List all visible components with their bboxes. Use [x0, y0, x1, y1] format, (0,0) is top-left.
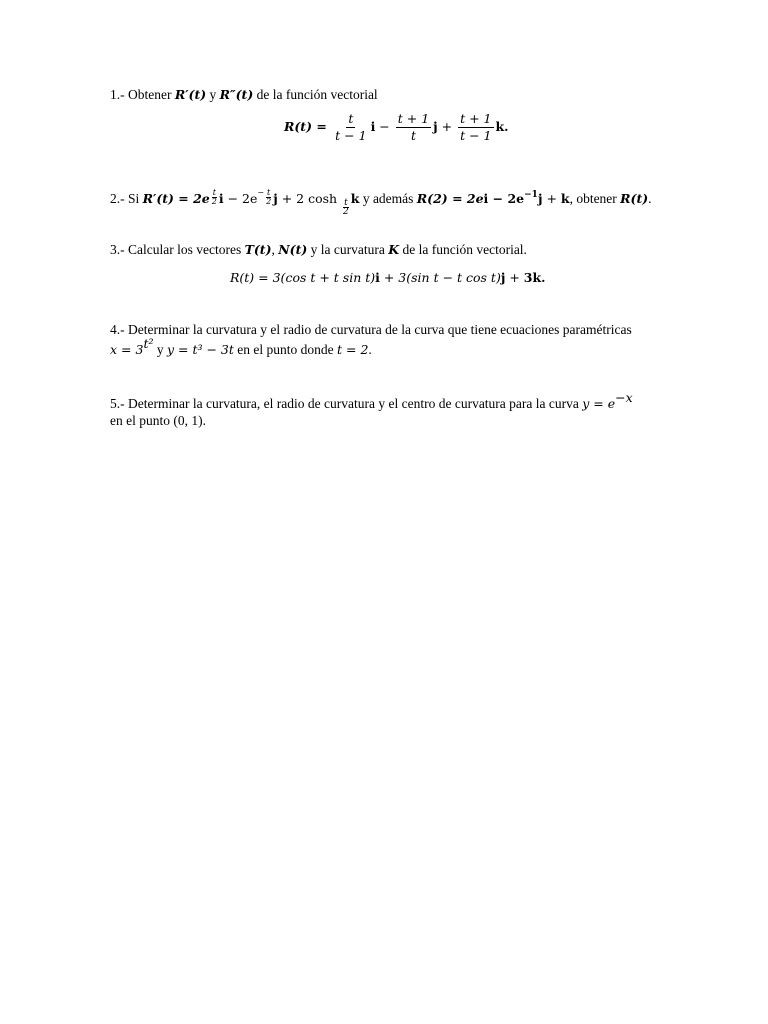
- exponent-1-numerator: t: [212, 188, 216, 197]
- period: .: [368, 342, 372, 357]
- problem-3-statement: [110, 241, 527, 259]
- x-equation: x = 3: [110, 342, 144, 357]
- fraction-1-numerator: t: [348, 111, 354, 126]
- conjunction: y: [153, 342, 167, 357]
- t-value: t = 2: [337, 342, 369, 357]
- unit-j: j: [500, 270, 506, 285]
- fraction-3-numerator: t + 1: [460, 111, 492, 126]
- target-text: , obtener: [569, 191, 621, 206]
- problem-1-prefix: 1.- Obtener: [110, 87, 175, 102]
- unit-k: k.: [495, 119, 509, 134]
- eq3-lhs: R(t) = 3(cos t + t sin t): [230, 270, 376, 285]
- fraction-2-numerator: t + 1: [397, 111, 430, 126]
- fraction-2-denominator: t: [410, 128, 416, 143]
- period: .: [648, 191, 652, 206]
- fraction-3: [458, 111, 493, 144]
- unit-j: j: [273, 191, 278, 206]
- condition-unit-j: j: [537, 191, 543, 206]
- unit-i: i: [218, 191, 224, 206]
- problem-3-suffix: de la función vectorial.: [399, 242, 527, 257]
- unit-k: k: [350, 191, 360, 206]
- cosh-argument: [342, 199, 350, 216]
- plus-sign: +: [437, 119, 457, 134]
- condition-plus: +: [542, 191, 561, 206]
- cosh-term: + 2 cosh: [277, 191, 342, 206]
- problem-2-prefix: 2.- Si: [110, 191, 143, 206]
- unit-i: i: [375, 270, 380, 285]
- problem-5-line-2: [110, 412, 206, 430]
- problem-4-text: 4.- Determinar la curvatura y el radio de curvatura de la curva que tiene ecuaciones paramétricas: [110, 322, 632, 337]
- target-function: R(t): [620, 191, 649, 206]
- unit-j: j: [433, 119, 438, 134]
- condition-term-2: − 2e: [488, 191, 525, 206]
- problem-5-line-1: [110, 390, 633, 413]
- curvature-text: y la curvatura: [307, 242, 389, 257]
- problem-4-line-1: [110, 321, 632, 339]
- cosh-argument-numerator: t: [344, 198, 348, 208]
- exponent-2-sign: −: [257, 188, 265, 197]
- plus-sign: +: [505, 270, 524, 285]
- term-2-coefficient: − 2e: [223, 191, 258, 206]
- curve-exponent: −x: [615, 390, 633, 405]
- problem-3-equation: [230, 270, 546, 285]
- fraction-2: [396, 111, 431, 144]
- condition-text: y además: [359, 191, 417, 206]
- eq3-middle: + 3(sin t − t cos t): [379, 270, 501, 285]
- exponent-1-denominator: 2: [211, 197, 217, 206]
- unit-k-term: 3k.: [523, 270, 546, 285]
- tangent-vector: T(t): [244, 242, 272, 257]
- x-exponent: t²: [143, 336, 154, 351]
- problem-3-prefix: 3.- Calcular los vectores: [110, 242, 245, 257]
- problem-2-statement: [110, 184, 652, 216]
- problem-5-point: en el punto (0, 1).: [110, 413, 206, 428]
- y-equation: y = t³ − 3t: [166, 342, 234, 357]
- fraction-1-denominator: t − 1: [335, 128, 367, 143]
- curvature-symbol: K: [388, 242, 400, 257]
- problem-5-text: 5.- Determinar la curvatura, el radio de curvatura y el centro de curvatura para la curva: [110, 396, 583, 411]
- exponent-2-denominator: 2: [266, 197, 272, 206]
- problem-1-suffix: de la función vectorial: [253, 87, 378, 102]
- exponent-2-numerator: t: [267, 188, 271, 197]
- fraction-1: [333, 111, 368, 144]
- first-derivative: R′(t): [174, 87, 207, 102]
- conjunction: y: [206, 87, 220, 102]
- second-derivative: R″(t): [219, 87, 254, 102]
- condition-unit-k: k: [560, 191, 570, 206]
- condition-exponent: −1: [524, 190, 538, 200]
- minus-sign: −: [375, 119, 394, 134]
- eq1-lhs: R(t) =: [284, 119, 332, 134]
- cosh-argument-denominator: 2: [343, 207, 349, 217]
- exponent-1: [211, 189, 218, 206]
- condition-lhs: R(2) = 2e: [416, 191, 484, 206]
- unit-i: i: [370, 119, 376, 134]
- exponent-2: [265, 189, 272, 206]
- problem-1-statement: [110, 86, 378, 104]
- comma: ,: [271, 242, 279, 257]
- curve-equation: y = e: [582, 396, 616, 411]
- normal-vector: N(t): [278, 242, 308, 257]
- condition-unit-i: i: [483, 191, 489, 206]
- problem-4-line-2: [110, 336, 372, 359]
- point-text: en el punto donde: [233, 342, 338, 357]
- fraction-3-denominator: t − 1: [460, 128, 492, 143]
- derivative-expression: R′(t) = 2e: [142, 191, 210, 206]
- problem-1-equation: [284, 111, 509, 144]
